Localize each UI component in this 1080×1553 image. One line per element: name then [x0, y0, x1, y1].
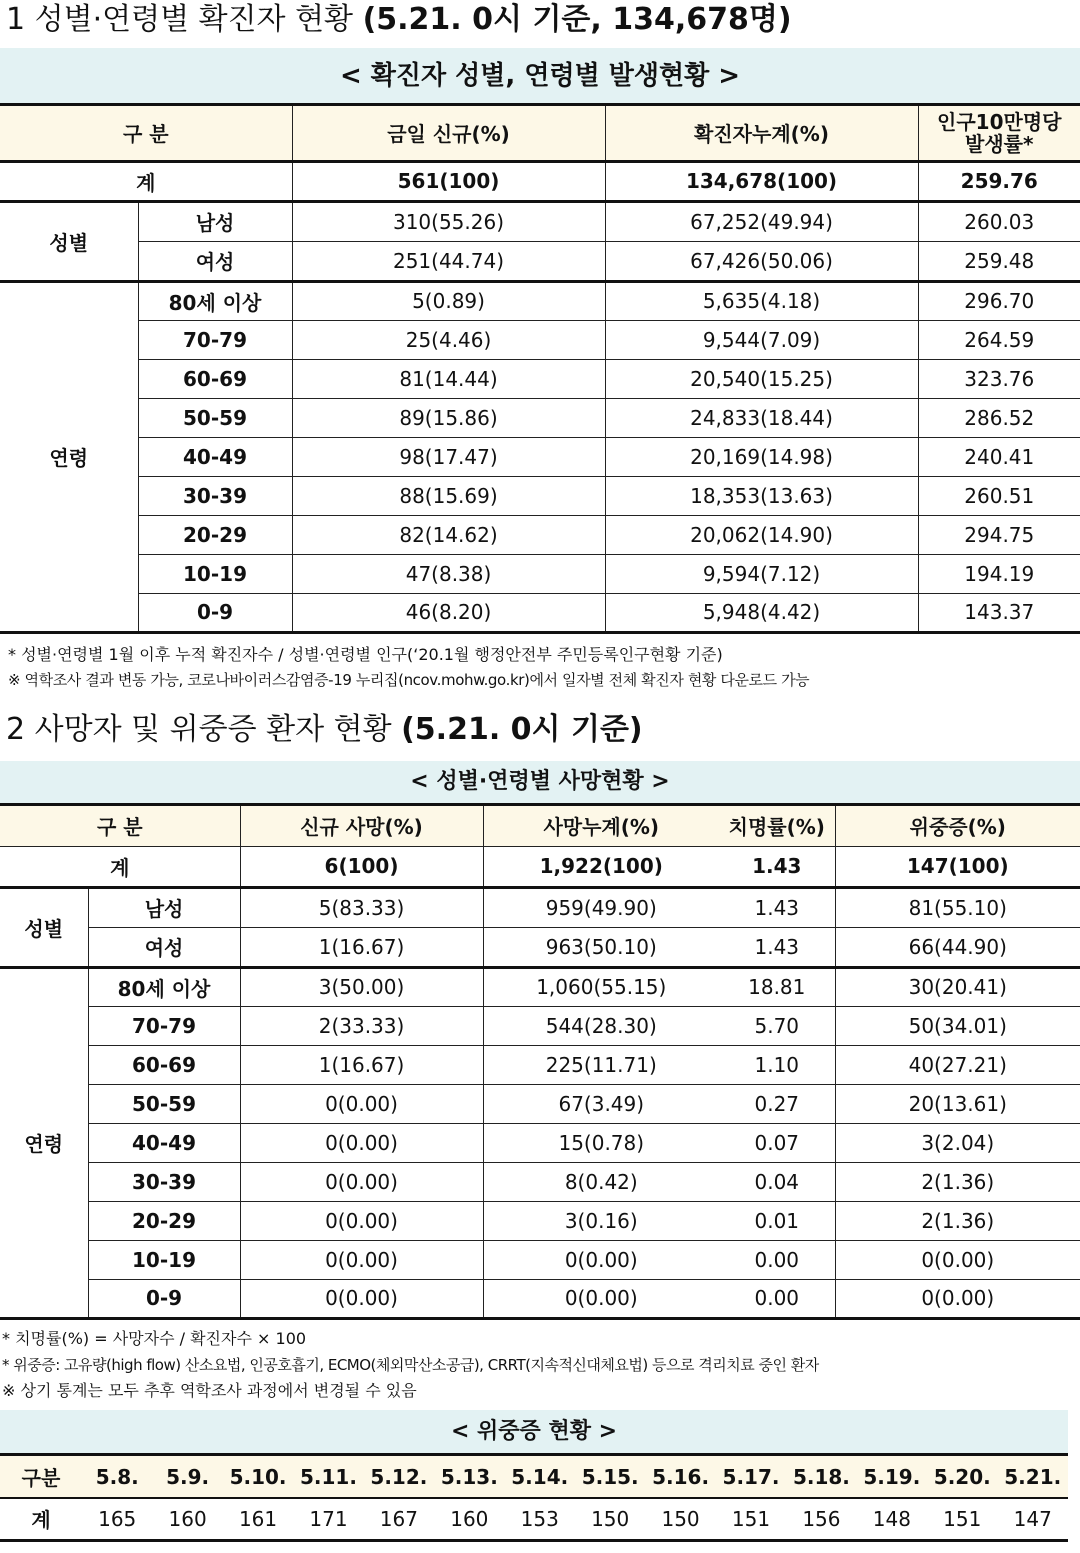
death-sex-row: [0, 927, 1080, 967]
row-cumulative-deaths: 959(49.90): [483, 887, 719, 927]
row-cumulative-deaths: 1,060(55.15): [483, 967, 719, 1006]
header-rate-line2: 발생률*: [965, 131, 1034, 156]
row-label: 40-49: [138, 437, 292, 476]
row-label: 여성: [138, 241, 292, 281]
row-label: 70-79: [138, 320, 292, 359]
confirmed-age-row: [0, 515, 1080, 554]
date-cell: 5.18.: [786, 1456, 856, 1498]
row-critical: 30(20.41): [835, 967, 1080, 1006]
row-label: 80세 이상: [138, 281, 292, 320]
age-group-label: 연령: [0, 281, 138, 632]
row-new-deaths: 0(0.00): [240, 1240, 483, 1279]
row-new: 46(8.20): [292, 593, 605, 632]
value-cell: 153: [505, 1498, 575, 1540]
header-cumulative: 확진자누계(%): [605, 106, 918, 161]
row-cumulative: 5,948(4.42): [605, 593, 918, 632]
value-cell: 160: [152, 1498, 222, 1540]
total-fatality: 1.43: [719, 846, 835, 887]
row-new: 82(14.62): [292, 515, 605, 554]
header-new-deaths: 신규 사망(%): [240, 806, 483, 846]
date-cell: 5.12.: [364, 1456, 434, 1498]
row-label: 50-59: [88, 1084, 240, 1123]
row-label: 0-9: [138, 593, 292, 632]
age-group-label: 연령: [0, 967, 88, 1318]
row-critical: 81(55.10): [835, 887, 1080, 927]
header-rate-line1: 인구10만명당: [937, 109, 1062, 134]
death-age-row: [0, 1279, 1080, 1318]
total-label: 계: [0, 161, 292, 201]
row-label: 여성: [88, 927, 240, 967]
row-rate: 323.76: [918, 359, 1080, 398]
row-new: 310(55.26): [292, 201, 605, 241]
row-fatality: 0.01: [719, 1201, 835, 1240]
death-total-row: [0, 846, 1080, 887]
confirmed-age-row: [0, 554, 1080, 593]
row-cumulative: 5,635(4.18): [605, 281, 918, 320]
row-new: 88(15.69): [292, 476, 605, 515]
date-cell: 5.21.: [997, 1456, 1068, 1498]
row-cumulative: 20,062(14.90): [605, 515, 918, 554]
sex-group-label: 성별: [0, 201, 138, 281]
row-new: 47(8.38): [292, 554, 605, 593]
death-age-row: [0, 1045, 1080, 1084]
date-cell: 5.19.: [857, 1456, 927, 1498]
death-age-row: [0, 1240, 1080, 1279]
row-label: 70-79: [88, 1006, 240, 1045]
confirmed-age-row: [0, 476, 1080, 515]
row-new-deaths: 2(33.33): [240, 1006, 483, 1045]
confirmed-age-row: [0, 593, 1080, 632]
row-label: 남성: [138, 201, 292, 241]
row-new: 251(44.74): [292, 241, 605, 281]
date-cell: 5.16.: [645, 1456, 715, 1498]
row-fatality: 0.07: [719, 1123, 835, 1162]
death-header-row: [0, 806, 1080, 846]
header-cumulative-deaths: 사망누계(%): [483, 806, 719, 846]
section2-note-3: ※ 상기 통계는 모두 추후 역학조사 과정에서 변경될 수 있음: [2, 1381, 417, 1400]
row-new: 89(15.86): [292, 398, 605, 437]
header-rate: [918, 106, 1080, 161]
value-cell: 171: [293, 1498, 363, 1540]
row-new-deaths: 0(0.00): [240, 1123, 483, 1162]
section1-note-2: ※ 역학조사 결과 변동 가능, 코로나바이러스감염증-19 누리집(ncov.mohw.go.kr)에서 일자별 전체 확진자 현황 다운로드 가능: [8, 671, 810, 689]
death-table: [0, 806, 1080, 1320]
confirmed-age-row: [0, 320, 1080, 359]
section2-note-2: * 위중증: 고유량(high flow) 산소요법, 인공호흡기, ECMO(체외막산소공급), CRRT(지속적신대체요법) 등으로 격리치료 중인 환자: [2, 1356, 819, 1374]
date-cell: 5.14.: [505, 1456, 575, 1498]
row-critical: 0(0.00): [835, 1279, 1080, 1318]
row-new-deaths: 0(0.00): [240, 1201, 483, 1240]
row-label: 40-49: [88, 1123, 240, 1162]
row-rate: 286.52: [918, 398, 1080, 437]
header-fatality: 치명률(%): [719, 806, 835, 846]
header-new: 금일 신규(%): [292, 106, 605, 161]
date-cell: 5.17.: [716, 1456, 786, 1498]
row-label: 30-39: [138, 476, 292, 515]
section1-title: [6, 2, 792, 38]
confirmed-age-row: [0, 281, 1080, 320]
row-rate: 240.41: [918, 437, 1080, 476]
row-fatality: 5.70: [719, 1006, 835, 1045]
row-label: 남성: [88, 887, 240, 927]
row-cumulative-deaths: 15(0.78): [483, 1123, 719, 1162]
row-cumulative-deaths: 225(11.71): [483, 1045, 719, 1084]
row-rate: 264.59: [918, 320, 1080, 359]
value-cell: 147: [997, 1498, 1068, 1540]
date-cell: 5.11.: [293, 1456, 363, 1498]
row-cumulative: 9,594(7.12): [605, 554, 918, 593]
row-label: 80세 이상: [88, 967, 240, 1006]
row-cumulative-deaths: 544(28.30): [483, 1006, 719, 1045]
critical-trend-table: [0, 1456, 1068, 1542]
value-cell: 160: [434, 1498, 504, 1540]
row-critical: 66(44.90): [835, 927, 1080, 967]
critical-date-row: [0, 1456, 1068, 1498]
section2-note-1: * 치명률(%) = 사망자수 / 확진자수 × 100: [2, 1329, 307, 1348]
row-new: 98(17.47): [292, 437, 605, 476]
total-cumulative: 134,678(100): [605, 161, 918, 201]
row-header: 구분: [0, 1456, 82, 1498]
row-cumulative: 20,169(14.98): [605, 437, 918, 476]
death-age-row: [0, 1201, 1080, 1240]
critical-value-row: [0, 1498, 1068, 1540]
date-cell: 5.8.: [82, 1456, 152, 1498]
header-category: 구 분: [0, 806, 240, 846]
row-fatality: 0.04: [719, 1162, 835, 1201]
header-category: 구 분: [0, 106, 292, 161]
row-new-deaths: 0(0.00): [240, 1279, 483, 1318]
row-cumulative: 67,426(50.06): [605, 241, 918, 281]
row-cumulative-deaths: 3(0.16): [483, 1201, 719, 1240]
section2-title-prefix: 2 사망자 및 위중증 환자 현황: [6, 712, 402, 747]
death-age-row: [0, 1162, 1080, 1201]
row-cumulative-deaths: 0(0.00): [483, 1279, 719, 1318]
row-rate: 294.75: [918, 515, 1080, 554]
value-cell: 167: [364, 1498, 434, 1540]
critical-table-title: < 위중증 현황 >: [0, 1410, 1068, 1456]
row-rate: 260.03: [918, 201, 1080, 241]
row-rate: 143.37: [918, 593, 1080, 632]
section1-title-prefix: 1 성별·연령별 확진자 현황: [6, 2, 363, 37]
row-critical: 2(1.36): [835, 1201, 1080, 1240]
date-cell: 5.20.: [927, 1456, 997, 1498]
total-cumulative-deaths: 1,922(100): [483, 846, 719, 887]
row-label: 10-19: [138, 554, 292, 593]
death-table-title: < 성별·연령별 사망현황 >: [0, 761, 1080, 806]
total-label: 계: [0, 846, 240, 887]
row-cumulative: 67,252(49.94): [605, 201, 918, 241]
row-label: 30-39: [88, 1162, 240, 1201]
row-rate: 296.70: [918, 281, 1080, 320]
value-cell: 156: [786, 1498, 856, 1540]
row-new: 81(14.44): [292, 359, 605, 398]
row-new-deaths: 3(50.00): [240, 967, 483, 1006]
confirmed-age-row: [0, 437, 1080, 476]
value-cell: 150: [575, 1498, 645, 1540]
date-cell: 5.15.: [575, 1456, 645, 1498]
confirmed-table: [0, 106, 1080, 634]
row-cumulative-deaths: 67(3.49): [483, 1084, 719, 1123]
section2-title: [6, 712, 643, 748]
row-critical: 0(0.00): [835, 1240, 1080, 1279]
date-cell: 5.9.: [152, 1456, 222, 1498]
row-new-deaths: 0(0.00): [240, 1162, 483, 1201]
confirmed-sex-row: [0, 201, 1080, 241]
row-label: 60-69: [138, 359, 292, 398]
row-new-deaths: 1(16.67): [240, 1045, 483, 1084]
row-new: 25(4.46): [292, 320, 605, 359]
row-rate: 259.48: [918, 241, 1080, 281]
row-critical: 50(34.01): [835, 1006, 1080, 1045]
row-new-deaths: 1(16.67): [240, 927, 483, 967]
row-new-deaths: 5(83.33): [240, 887, 483, 927]
total-new: 561(100): [292, 161, 605, 201]
row-label: 20-29: [88, 1201, 240, 1240]
row-label: 10-19: [88, 1240, 240, 1279]
date-cell: 5.13.: [434, 1456, 504, 1498]
row-cumulative-deaths: 963(50.10): [483, 927, 719, 967]
row-fatality: 1.10: [719, 1045, 835, 1084]
row-cumulative-deaths: 0(0.00): [483, 1240, 719, 1279]
row-label: 60-69: [88, 1045, 240, 1084]
section1-note-1: * 성별·연령별 1월 이후 누적 확진자수 / 성별·연령별 인구(‘20.1월 행정안전부 주민등록인구현황 기준): [8, 645, 723, 664]
total-critical: 147(100): [835, 846, 1080, 887]
sex-group-label: 성별: [0, 887, 88, 967]
row-critical: 40(27.21): [835, 1045, 1080, 1084]
row-critical: 2(1.36): [835, 1162, 1080, 1201]
total-label: 계: [0, 1498, 82, 1540]
confirmed-sex-row: [0, 241, 1080, 281]
confirmed-age-row: [0, 398, 1080, 437]
confirmed-age-row: [0, 359, 1080, 398]
row-cumulative: 20,540(15.25): [605, 359, 918, 398]
row-rate: 194.19: [918, 554, 1080, 593]
row-new-deaths: 0(0.00): [240, 1084, 483, 1123]
total-rate: 259.76: [918, 161, 1080, 201]
death-age-row: [0, 967, 1080, 1006]
value-cell: 148: [857, 1498, 927, 1540]
death-age-row: [0, 1084, 1080, 1123]
row-fatality: 0.00: [719, 1279, 835, 1318]
row-critical: 3(2.04): [835, 1123, 1080, 1162]
row-fatality: 0.00: [719, 1240, 835, 1279]
value-cell: 161: [223, 1498, 293, 1540]
row-fatality: 1.43: [719, 887, 835, 927]
total-new-deaths: 6(100): [240, 846, 483, 887]
value-cell: 151: [716, 1498, 786, 1540]
row-label: 20-29: [138, 515, 292, 554]
death-age-row: [0, 1006, 1080, 1045]
row-label: 0-9: [88, 1279, 240, 1318]
section2-title-bold: (5.21. 0시 기준): [401, 712, 643, 747]
confirmed-total-row: [0, 161, 1080, 201]
row-fatality: 0.27: [719, 1084, 835, 1123]
row-cumulative: 9,544(7.09): [605, 320, 918, 359]
row-label: 50-59: [138, 398, 292, 437]
row-cumulative: 18,353(13.63): [605, 476, 918, 515]
row-fatality: 1.43: [719, 927, 835, 967]
value-cell: 165: [82, 1498, 152, 1540]
section1-title-bold: (5.21. 0시 기준, 134,678명): [362, 2, 792, 37]
row-cumulative: 24,833(18.44): [605, 398, 918, 437]
value-cell: 150: [645, 1498, 715, 1540]
death-sex-row: [0, 887, 1080, 927]
row-cumulative-deaths: 8(0.42): [483, 1162, 719, 1201]
row-rate: 260.51: [918, 476, 1080, 515]
value-cell: 151: [927, 1498, 997, 1540]
confirmed-table-title: < 확진자 성별, 연령별 발생현황 >: [0, 48, 1080, 106]
death-age-row: [0, 1123, 1080, 1162]
row-critical: 20(13.61): [835, 1084, 1080, 1123]
row-new: 5(0.89): [292, 281, 605, 320]
confirmed-header-row: [0, 106, 1080, 161]
header-critical: 위중증(%): [835, 806, 1080, 846]
row-fatality: 18.81: [719, 967, 835, 1006]
date-cell: 5.10.: [223, 1456, 293, 1498]
